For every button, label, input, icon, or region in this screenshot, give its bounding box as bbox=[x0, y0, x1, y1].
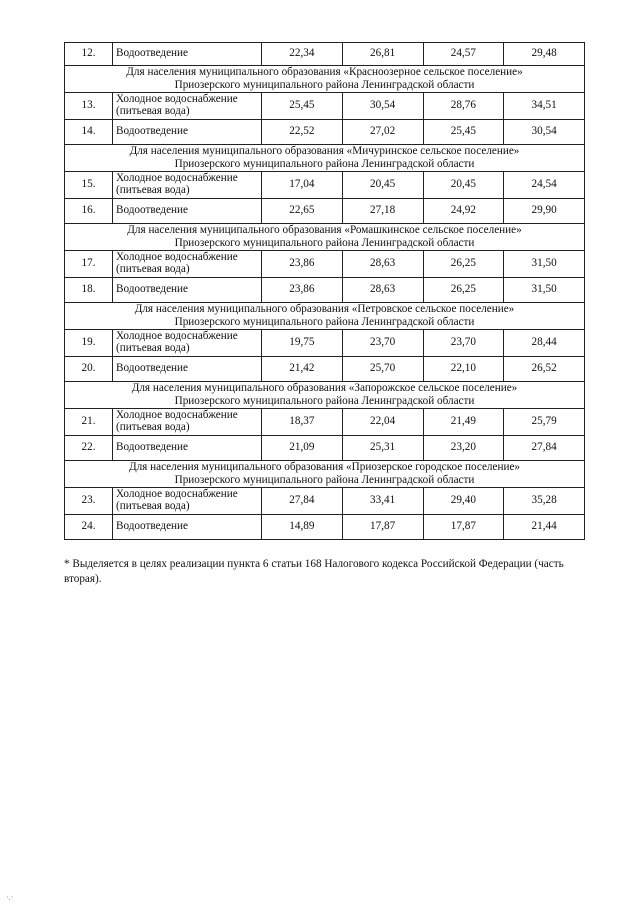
table-row bbox=[65, 251, 585, 278]
row-number-cell: 23. bbox=[65, 488, 113, 515]
tariff-value-cell: 22,34 bbox=[262, 43, 343, 66]
group-header-line: Для населения муниципального образования «Петровское сельское поселение» bbox=[134, 303, 515, 316]
service-name-cell bbox=[113, 357, 262, 382]
table-row bbox=[65, 488, 585, 515]
tariff-value-cell: 25,70 bbox=[342, 357, 423, 382]
tariff-value-cell: 27,84 bbox=[504, 436, 585, 461]
tariff-table-body bbox=[65, 43, 585, 540]
service-name-cell bbox=[113, 409, 262, 436]
service-name-cell bbox=[113, 330, 262, 357]
table-row bbox=[65, 278, 585, 303]
tariff-value-cell: 26,25 bbox=[423, 251, 504, 278]
tariff-value-cell: 20,45 bbox=[423, 172, 504, 199]
service-name-cell bbox=[113, 93, 262, 120]
tariff-value-cell: 21,42 bbox=[262, 357, 343, 382]
tariff-value-cell: 25,45 bbox=[262, 93, 343, 120]
row-number-cell: 18. bbox=[65, 278, 113, 303]
service-name-cell bbox=[113, 120, 262, 145]
group-header-cell bbox=[65, 461, 585, 488]
service-name-line: Холодное водоснабжение bbox=[116, 330, 238, 343]
group-header-line: Приозерского муниципального района Ленинградской области bbox=[174, 158, 475, 170]
tariff-value-cell: 14,89 bbox=[262, 515, 343, 540]
row-number-cell: 20. bbox=[65, 357, 113, 382]
table-row bbox=[65, 43, 585, 66]
tariff-value-cell: 30,54 bbox=[342, 93, 423, 120]
row-number-cell: 12. bbox=[65, 43, 113, 66]
tariff-value-cell: 33,41 bbox=[342, 488, 423, 515]
tariff-value-cell: 23,86 bbox=[262, 251, 343, 278]
table-row bbox=[65, 515, 585, 540]
tariff-value-cell: 34,51 bbox=[504, 93, 585, 120]
group-header-line: Приозерского муниципального района Ленинградской области bbox=[174, 79, 475, 91]
tariff-value-cell: 17,04 bbox=[262, 172, 343, 199]
service-name-line: Водоотведение bbox=[116, 47, 188, 60]
tariff-value-cell: 30,54 bbox=[504, 120, 585, 145]
tariff-value-cell: 31,50 bbox=[504, 278, 585, 303]
table-row bbox=[65, 409, 585, 436]
group-header-row bbox=[65, 224, 585, 251]
row-number-cell: 16. bbox=[65, 199, 113, 224]
tariff-value-cell: 23,20 bbox=[423, 436, 504, 461]
group-header-line: Для населения муниципального образования «Ромашкинское сельское поселение» bbox=[127, 224, 522, 237]
tariff-value-cell: 23,86 bbox=[262, 278, 343, 303]
group-header-row bbox=[65, 382, 585, 409]
tariff-value-cell: 22,04 bbox=[342, 409, 423, 436]
table-row bbox=[65, 93, 585, 120]
tariff-value-cell: 28,44 bbox=[504, 330, 585, 357]
service-name-line: (питьевая вода) bbox=[116, 342, 190, 354]
service-name-cell bbox=[113, 436, 262, 461]
group-header-line: Приозерского муниципального района Ленинградской области bbox=[174, 237, 475, 249]
tariff-value-cell: 28,76 bbox=[423, 93, 504, 120]
tariff-value-cell: 26,81 bbox=[342, 43, 423, 66]
group-header-line: Для населения муниципального образования «Мичуринское сельское поселение» bbox=[129, 145, 520, 158]
group-header-row bbox=[65, 66, 585, 93]
tariff-value-cell: 19,75 bbox=[262, 330, 343, 357]
service-name-line: Водоотведение bbox=[116, 283, 188, 296]
row-number-cell: 17. bbox=[65, 251, 113, 278]
service-name-line: (питьевая вода) bbox=[116, 184, 190, 196]
group-header-cell bbox=[65, 382, 585, 409]
table-row bbox=[65, 436, 585, 461]
service-name-line: (питьевая вода) bbox=[116, 500, 190, 512]
group-header-line: Для населения муниципального образования «Приозерское городское поселение» bbox=[128, 461, 521, 474]
tariff-value-cell: 21,49 bbox=[423, 409, 504, 436]
tariff-value-cell: 22,10 bbox=[423, 357, 504, 382]
service-name-cell bbox=[113, 199, 262, 224]
tariff-value-cell: 27,02 bbox=[342, 120, 423, 145]
footnote: * Выделяется в целях реализации пункта 6 статьи 168 Налогового кодекса Российской Федерации (часть вторая). bbox=[64, 558, 564, 586]
service-name-line: Водоотведение bbox=[116, 362, 188, 375]
tariff-value-cell: 18,37 bbox=[262, 409, 343, 436]
service-name-cell bbox=[113, 172, 262, 199]
tariff-value-cell: 27,18 bbox=[342, 199, 423, 224]
service-name-line: Холодное водоснабжение bbox=[116, 488, 238, 501]
service-name-line: (питьевая вода) bbox=[116, 105, 190, 117]
service-name-line: Водоотведение bbox=[116, 520, 188, 533]
row-number-cell: 15. bbox=[65, 172, 113, 199]
service-name-cell bbox=[113, 43, 262, 66]
tariff-value-cell: 22,65 bbox=[262, 199, 343, 224]
table-row bbox=[65, 330, 585, 357]
service-name-line: Холодное водоснабжение bbox=[116, 172, 238, 185]
tariff-value-cell: 26,52 bbox=[504, 357, 585, 382]
group-header-line: Для населения муниципального образования «Запорожское сельское поселение» bbox=[131, 382, 518, 395]
tariff-value-cell: 17,87 bbox=[342, 515, 423, 540]
tariff-value-cell: 24,57 bbox=[423, 43, 504, 66]
group-header-cell bbox=[65, 303, 585, 330]
service-name-line: Водоотведение bbox=[116, 204, 188, 217]
service-name-line: (питьевая вода) bbox=[116, 263, 190, 275]
service-name-line: Водоотведение bbox=[116, 441, 188, 454]
tariff-value-cell: 27,84 bbox=[262, 488, 343, 515]
service-name-line: Холодное водоснабжение bbox=[116, 93, 238, 106]
tariff-value-cell: 29,90 bbox=[504, 199, 585, 224]
tariff-value-cell: 23,70 bbox=[342, 330, 423, 357]
row-number-cell: 19. bbox=[65, 330, 113, 357]
group-header-line: Приозерского муниципального района Ленинградской области bbox=[174, 395, 475, 407]
service-name-cell bbox=[113, 251, 262, 278]
row-number-cell: 13. bbox=[65, 93, 113, 120]
service-name-line: (питьевая вода) bbox=[116, 421, 190, 433]
group-header-cell bbox=[65, 66, 585, 93]
row-number-cell: 21. bbox=[65, 409, 113, 436]
tariff-value-cell: 25,79 bbox=[504, 409, 585, 436]
tariff-value-cell: 24,92 bbox=[423, 199, 504, 224]
tariff-value-cell: 28,63 bbox=[342, 251, 423, 278]
table-row bbox=[65, 120, 585, 145]
service-name-cell bbox=[113, 278, 262, 303]
tariff-value-cell: 25,45 bbox=[423, 120, 504, 145]
tariff-value-cell: 21,09 bbox=[262, 436, 343, 461]
service-name-line: Холодное водоснабжение bbox=[116, 251, 238, 264]
tariff-value-cell: 24,54 bbox=[504, 172, 585, 199]
tariff-value-cell: 28,63 bbox=[342, 278, 423, 303]
row-number-cell: 22. bbox=[65, 436, 113, 461]
tariff-value-cell: 22,52 bbox=[262, 120, 343, 145]
tariff-value-cell: 23,70 bbox=[423, 330, 504, 357]
tariff-value-cell: 17,87 bbox=[423, 515, 504, 540]
tariff-value-cell: 26,25 bbox=[423, 278, 504, 303]
table-row bbox=[65, 172, 585, 199]
group-header-line: Приозерского муниципального района Ленинградской области bbox=[174, 474, 475, 486]
service-name-line: Холодное водоснабжение bbox=[116, 409, 238, 422]
tariff-value-cell: 25,31 bbox=[342, 436, 423, 461]
tariff-table bbox=[64, 42, 585, 540]
group-header-line: Для населения муниципального образования «Красноозерное сельское поселение» bbox=[126, 66, 523, 79]
tariff-value-cell: 29,40 bbox=[423, 488, 504, 515]
group-header-row bbox=[65, 145, 585, 172]
group-header-cell bbox=[65, 145, 585, 172]
tariff-value-cell: 29,48 bbox=[504, 43, 585, 66]
group-header-row bbox=[65, 303, 585, 330]
tariff-value-cell: 21,44 bbox=[504, 515, 585, 540]
corner-mark: ·.· bbox=[6, 893, 14, 902]
group-header-cell bbox=[65, 224, 585, 251]
tariff-value-cell: 31,50 bbox=[504, 251, 585, 278]
row-number-cell: 14. bbox=[65, 120, 113, 145]
tariff-value-cell: 20,45 bbox=[342, 172, 423, 199]
group-header-line: Приозерского муниципального района Ленинградской области bbox=[174, 316, 475, 328]
table-row bbox=[65, 199, 585, 224]
table-row bbox=[65, 357, 585, 382]
group-header-row bbox=[65, 461, 585, 488]
tariff-value-cell: 35,28 bbox=[504, 488, 585, 515]
service-name-cell bbox=[113, 515, 262, 540]
service-name-line: Водоотведение bbox=[116, 125, 188, 138]
row-number-cell: 24. bbox=[65, 515, 113, 540]
service-name-cell bbox=[113, 488, 262, 515]
